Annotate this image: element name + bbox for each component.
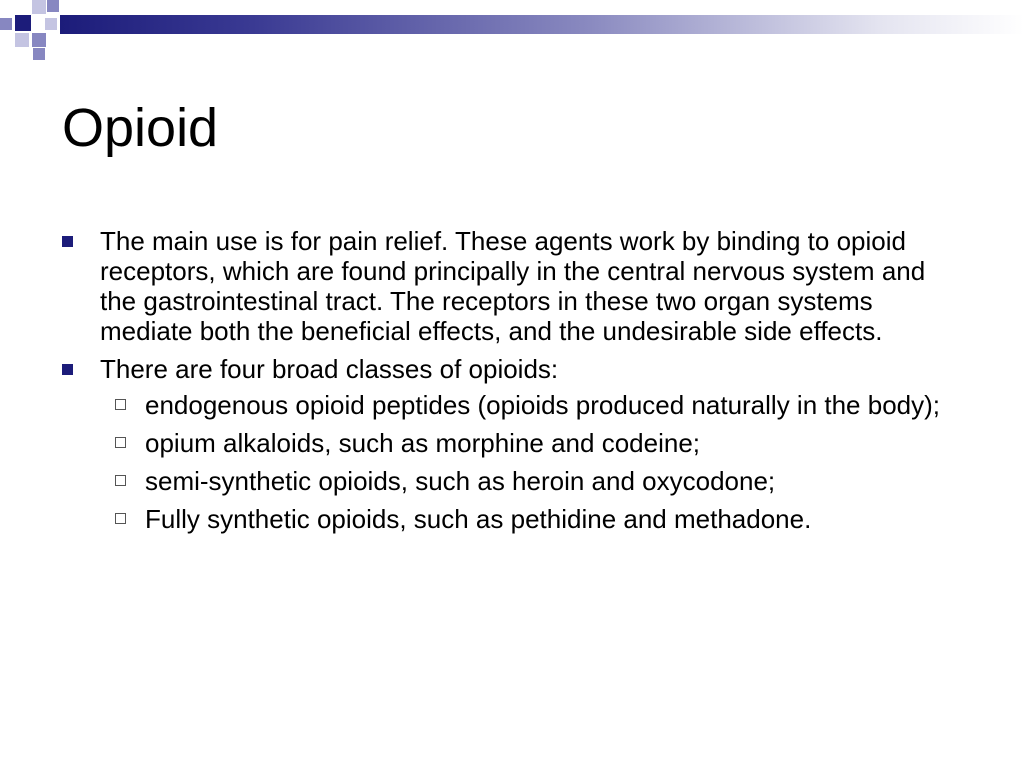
sub-bullet-text: endogenous opioid peptides (opioids produced naturally in the body); bbox=[145, 390, 941, 420]
decor-square-mid bbox=[32, 33, 46, 47]
sub-bullet-text: Fully synthetic opioids, such as pethidine and methadone. bbox=[145, 504, 812, 534]
hollow-square-bullet-icon bbox=[115, 513, 126, 524]
bullet-text: There are four broad classes of opioids: bbox=[100, 354, 559, 384]
hollow-square-bullet-icon bbox=[115, 437, 126, 448]
sub-bullet-text: opium alkaloids, such as morphine and codeine; bbox=[145, 428, 701, 458]
bullet-text: The main use is for pain relief. These agents work by binding to opioid receptors, which are found principally in the central nervous system and the gastrointestinal tract. The receptors in these two organ systems mediate both the beneficial effects, and the undesirable side effects. bbox=[100, 226, 926, 346]
decor-square-light bbox=[32, 0, 46, 14]
hollow-square-bullet-icon bbox=[115, 399, 126, 410]
decor-square-mid bbox=[0, 18, 12, 30]
sub-bullet-item bbox=[100, 428, 962, 458]
header-decoration bbox=[0, 0, 1024, 64]
square-bullet-icon bbox=[62, 236, 73, 247]
bullet-item bbox=[62, 226, 962, 346]
sub-bullet-item bbox=[100, 466, 962, 496]
hollow-square-bullet-icon bbox=[115, 475, 126, 486]
sub-bullet-item bbox=[100, 504, 962, 534]
sub-bullet-text: semi-synthetic opioids, such as heroin and oxycodone; bbox=[145, 466, 776, 496]
sub-bullet-list bbox=[100, 390, 962, 534]
slide-title: Opioid bbox=[62, 98, 219, 158]
bullet-item bbox=[62, 354, 962, 534]
decor-square-light bbox=[45, 18, 57, 30]
decor-square-navy bbox=[15, 15, 31, 31]
header-gradient-bar bbox=[60, 15, 1024, 34]
decor-square-light bbox=[15, 33, 29, 47]
decor-square-mid bbox=[47, 0, 59, 12]
decor-square-mid bbox=[33, 48, 45, 60]
sub-bullet-item bbox=[100, 390, 962, 420]
bullet-list bbox=[62, 226, 962, 542]
square-bullet-icon bbox=[62, 364, 73, 375]
